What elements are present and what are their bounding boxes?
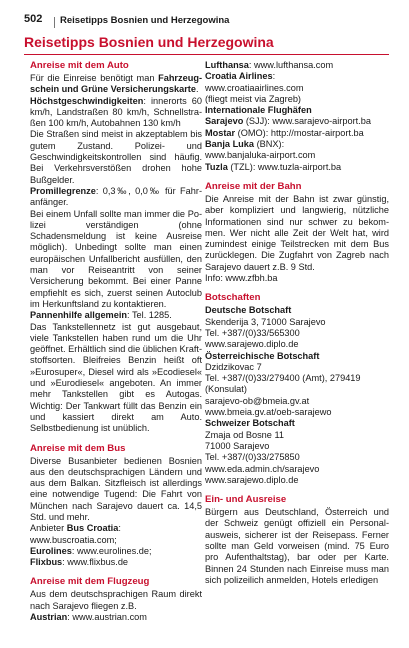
page-title: Reisetipps Bosnien und Herzegowina <box>24 34 274 50</box>
section-bus <box>30 443 202 569</box>
croatia-note: (fliegt meist via Zagreb) <box>205 93 301 104</box>
embassy-ch-url[interactable]: www.eda.admin.ch/sarajevo <box>205 463 320 474</box>
bahn-info[interactable]: Info: www.zfbh.ba <box>205 273 278 284</box>
section-flug <box>30 576 202 623</box>
section-heading-bahn: Anreise mit der Bahn <box>205 180 302 192</box>
embassy-at-address: Dzidzikovac 7 <box>205 361 262 372</box>
section-einreise <box>205 494 389 586</box>
section-heading-flug: Anreise mit dem Flugzeug <box>30 576 150 588</box>
banja-code: (BNX): <box>254 139 285 150</box>
page-number: 502 <box>24 13 43 25</box>
bahn-text: Die Anreise mit der Bahn ist zwar günstig, aber kompliziert und langwierig, nützliche Informationen sind nur schwer zu bekommen. Wer nicht alle Zeit der Welt hat, wird zumindest einige Teilstrecken mit dem Bus zurücklegen. Die Zugfahrt von Zagreb nach Sarajevo dauert z.B. 9 Std. <box>205 193 389 272</box>
austrian-url[interactable]: : www.austrian.com <box>67 612 147 623</box>
flixbus-label: Flixbus <box>30 557 63 568</box>
auto-panne <box>30 310 202 321</box>
promille-label: Promillegrenze <box>30 185 96 196</box>
einreise-text: Bürgern aus Deutschland, Österreich und der Schweiz genügt offiziell ein Personalausweis, sicherer ist der Reisepass. Ferner sollte man Geld vorweisen (mind. 75 Euro pro Aufenthaltstag), bar oder per Karte. Binnen 24 Stunden nach Einreise muss man sich polizeilich anmelden, Hotels erledigen <box>205 507 389 585</box>
embassy-at-url[interactable]: www.bmeia.gv.at/oeb-sarajewo <box>205 407 332 418</box>
lufthansa-url[interactable]: : www.lufthansa.com <box>248 60 334 70</box>
bus-croatia-url[interactable]: www.buscroatia.com; <box>30 534 117 545</box>
mostar-url[interactable]: (OMO): http://mostar-airport.ba <box>235 127 364 138</box>
section-heading-bus: Anreise mit dem Bus <box>30 442 126 454</box>
airport-banja <box>205 139 389 150</box>
lufthansa <box>205 60 389 71</box>
embassy-ch-url2[interactable]: www.sarajewo.diplo.de <box>205 474 299 485</box>
flug-intro: Aus dem deutschsprachigen Raum direkt nach Sarajevo fliegen z.B. <box>30 589 202 611</box>
auto-intro-text: Für die Einreise benötigt man <box>30 73 159 83</box>
eurolines-url[interactable]: : www.eurolines.de; <box>71 545 152 556</box>
left-column <box>30 60 202 631</box>
croatia-airlines <box>205 71 389 82</box>
running-head-divider <box>54 17 55 28</box>
section-flug-cont <box>205 60 389 173</box>
embassy-at-email[interactable]: sarajevo-ob@bmeia.gv.at <box>205 395 310 406</box>
flixbus <box>30 557 202 568</box>
bus-croatia-label: Bus Croatia <box>66 523 119 534</box>
speed-text: : innerorts 60 km/h, Landstraßen 80 km/h, Schnellstraßen 100 km/h, Autobahnen 130 km/h <box>30 95 202 129</box>
auto-speed <box>30 96 202 130</box>
section-bahn <box>205 181 389 284</box>
section-botschaften <box>205 292 389 486</box>
panne-text: : Tel. 1285. <box>127 310 172 321</box>
auto-tankstellen: Das Tankstellennetz ist gut ausgebaut, viele Tankstellen haben rund um die Uhr geöffnet. Erhältlich sind die üblichen Kraftstoffsorten. Bleifreies Benzin heißt oft »Eurosuper«, Diesel wird als »Ecodiesel« und »Eurodiesel« angeboten. An immer mehr Tankstellen gibt es Autogas. Wichtig: Der Tankwart füllt das Benzin ein und kassiert direkt am Auto. Selbstbedienung ist unüblich. <box>30 321 202 434</box>
austrian <box>30 612 202 623</box>
austrian-label: Austrian <box>30 612 68 623</box>
tuzla-url[interactable]: (TZL): www.tuzla-airport.ba <box>227 161 342 172</box>
embassy-de-address: Skenderija 3, 71000 Sarajevo <box>205 316 326 327</box>
embassy-ch-address: Zmaja od Bosne 11 <box>205 429 284 440</box>
section-heading-auto: Anreise mit dem Auto <box>30 60 129 71</box>
bus-anbieter <box>30 523 202 534</box>
croatia-url[interactable]: www.croatiaairlines.com <box>205 82 304 93</box>
intl-airports-heading: Internationale Flughäfen <box>205 105 312 116</box>
bus-intro: Diverse Busanbieter bedienen Bosnien aus den deutschsprachigen Ländern und aus dem Balkan. Sitzfleisch ist allerdings eine notwendige Tugend: Die Fahrt von München nach Sarajevo dauert ca. 14,5 Std. und mehr. <box>30 455 202 522</box>
croatia-label: Croatia Airlines <box>205 71 273 82</box>
airport-mostar <box>205 128 389 139</box>
auto-promille <box>30 186 202 209</box>
flixbus-url[interactable]: : www.flixbus.de <box>62 557 129 568</box>
sarajevo-label: Sarajevo <box>205 116 244 127</box>
eurolines <box>30 546 202 557</box>
panne-label: Pannenhilfe allgemein <box>30 310 128 321</box>
anbieter-colon: : <box>118 523 121 534</box>
speed-label: Höchstgeschwindigkeiten <box>30 95 144 106</box>
mostar-label: Mostar <box>205 127 236 138</box>
eurolines-label: Eurolines <box>30 545 72 556</box>
embassy-ch-city: 71000 Sarajevo <box>205 440 270 451</box>
embassy-de-phone: Tel. +387/(0)33/565300 <box>205 327 300 338</box>
lufthansa-label: Lufthansa <box>205 60 249 70</box>
embassy-de-url[interactable]: www.sarajewo.diplo.de <box>205 339 299 350</box>
auto-intro-bold: Fahrzeugschein und Grüne Versicherungskarte <box>30 73 202 95</box>
embassy-ch-label: Schweizer Botschaft <box>205 418 295 429</box>
sarajevo-url[interactable]: (SJJ): www.sarajevo-airport.ba <box>243 116 371 127</box>
anbieter-text: Anbieter <box>30 523 67 534</box>
embassy-de-label: Deutsche Botschaft <box>205 305 292 316</box>
airport-tuzla <box>205 162 389 173</box>
embassy-at-konsulat: (Konsulat) <box>205 384 247 395</box>
tuzla-label: Tuzla <box>205 161 228 172</box>
right-column <box>205 60 389 594</box>
section-heading-botschaften: Botschaften <box>205 292 261 304</box>
auto-roads: Die Straßen sind meist in akzeptablem bis gutem Zustand. Polizei- und Geschwindigkeitskontrollen sind häufig. Bei Verkehrsverstößen drohen hohe Bußgelder. <box>30 129 202 185</box>
airport-sarajevo <box>205 116 389 127</box>
banja-url[interactable]: www.banjaluka-airport.com <box>205 150 316 161</box>
auto-intro <box>30 73 202 96</box>
auto-unfall: Bei einem Unfall sollte man immer die Polizei verständigen (ohne Schadensmeldung ist keine Ausreise möglich). Unbedingt sollte man einen europäischen Unfallbericht ausfüllen, den man vor Reiseantritt von seiner Versicherung bekommt. Bei einer Panne empfiehlt es sich, zuerst seinen Autoclub im Herkunftsland zu kontaktieren. <box>30 208 202 309</box>
running-head-title: Reisetipps Bosnien und Herzegowina <box>60 15 230 26</box>
running-head <box>24 14 389 28</box>
croatia-colon: : <box>272 71 276 82</box>
banja-label: Banja Luka <box>205 139 255 150</box>
auto-intro-end: . <box>195 84 199 95</box>
embassy-ch-phone: Tel. +387/(0)33/275850 <box>205 452 300 463</box>
embassy-at-phone: Tel. +387/(0)33/279400 (Amt), 279419 <box>205 373 361 384</box>
section-heading-einreise: Ein- und Ausreise <box>205 494 287 506</box>
title-divider <box>24 54 389 55</box>
promille-text: : 0,3‰, 0,0‰ für Fahranfänger. <box>30 185 202 208</box>
section-auto <box>30 60 202 435</box>
embassy-at-label: Österreichische Botschaft <box>205 350 320 361</box>
